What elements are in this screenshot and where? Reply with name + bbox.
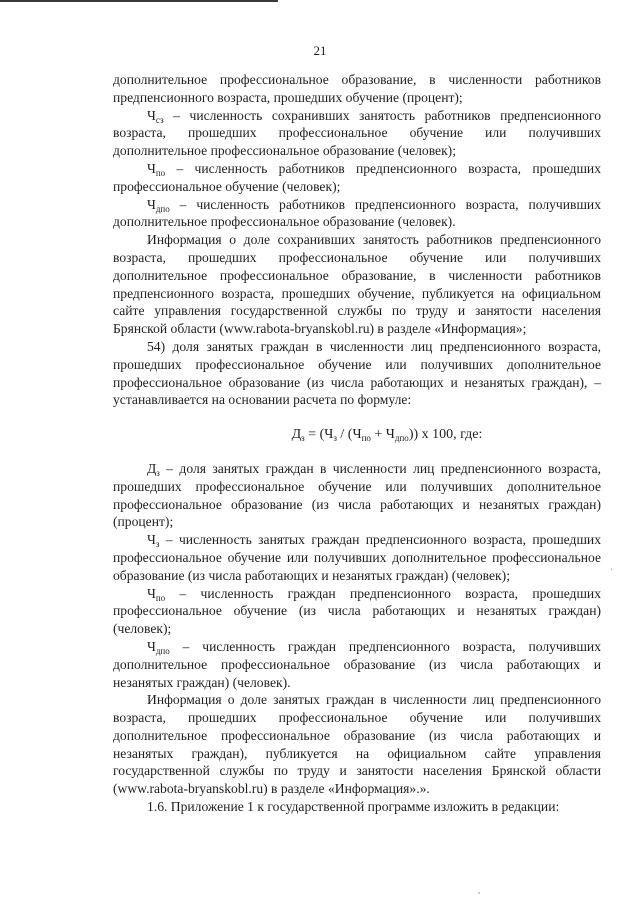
definition-chdpo — [113, 196, 601, 232]
symbol: Ч — [147, 196, 156, 212]
symbol: Ч — [147, 638, 156, 654]
definition-dz — [113, 460, 601, 531]
paragraph-item-54: 54) доля занятых граждан в численности лиц предпенсионного возраста, прошедших профессиональное обучение или получивших дополнительное профессиональное образование (из числа работающих и незанятых граждан), – устанавливается на основании расчета по формуле: — [113, 338, 601, 408]
formula-tail: )) x 100, где: — [408, 427, 483, 443]
paragraph-continuation: дополнительное профессиональное образование, в численности работников предпенсионного возраста, прошедших обучение (процент); — [113, 72, 601, 105]
definition-text: – численность граждан предпенсионного возраста, получивших дополнительное профессиональное образование (из числа работающих и незанятых граждан) (человек). — [113, 638, 601, 690]
definition-chdpo-2 — [113, 638, 601, 691]
scan-edge-rule — [0, 0, 278, 2]
page-number: 21 — [313, 43, 327, 58]
symbol-subscript: з — [155, 539, 160, 550]
symbol-subscript: по — [155, 592, 166, 603]
formula-lhs: Д — [291, 427, 302, 443]
symbol: Ч — [147, 585, 156, 601]
paragraph-info-1: Информация о доле сохранивших занятость работников предпенсионного возраста, прошедших профессиональное обучение или получивших дополнительное профессиональное образование, в численности работников предпенсионного возраста, прошедших обучение, публикуется на официальном сайте управления государственной службы по труду и занятости населения Брянской области (www.rabota-bryanskobl.ru) в разделе «Информация»; — [113, 232, 601, 337]
definition-chz — [113, 531, 601, 584]
definition-chsz — [113, 107, 601, 160]
definition-text: – численность работников предпенсионного возраста, прошедших профессиональное обучение (человек); — [113, 160, 601, 194]
symbol-subscript: з — [156, 467, 160, 478]
symbol: Д — [147, 460, 157, 476]
definition-text: – численность занятых граждан предпенсионного возраста, прошедших профессиональное обучение или получивших дополнительное профессиональное образование (из числа работающих и незанятых граждан) (человек); — [113, 532, 601, 583]
formula-b-sub: по — [361, 433, 371, 444]
symbol-subscript: сз — [155, 114, 164, 125]
symbol: Ч — [147, 107, 156, 123]
formula-c-sub: дпо — [394, 433, 409, 444]
definition-text: – численность работников предпенсионного возраста, получивших дополнительное профессиональное образование (человек). — [113, 196, 601, 230]
definition-text: – численность граждан предпенсионного возраста, прошедших профессиональное обучение (из числа работающих и незанятых граждан) (человек); — [113, 585, 601, 637]
formula — [113, 426, 601, 444]
definition-text: – численность сохранивших занятость работников предпенсионного возраста, прошедших профессиональное обучение или получивших дополнительное профессиональное образование (человек); — [113, 107, 601, 159]
formula-mid: / (Ч — [336, 427, 362, 443]
formula-plus: + Ч — [370, 427, 395, 443]
formula-a-sub: з — [333, 433, 337, 444]
symbol-subscript: по — [155, 167, 166, 178]
formula-eq: = (Ч — [304, 427, 334, 443]
document-body — [113, 71, 601, 816]
symbol: Ч — [147, 160, 156, 176]
paragraph-1-6: 1.6. Приложение 1 к государственной программе изложить в редакции: — [147, 799, 560, 815]
formula-lhs-sub: з — [301, 433, 305, 444]
scan-speck — [611, 568, 612, 571]
scan-speck — [478, 892, 480, 894]
symbol-subscript: дпо — [155, 645, 170, 656]
symbol-subscript: дпо — [155, 203, 170, 214]
definition-chpo-2 — [113, 585, 601, 638]
symbol: Ч — [147, 532, 156, 548]
paragraph-info-2: Информация о доле занятых граждан в численности лиц предпенсионного возраста, прошедших профессиональное обучение или получивших дополнительное профессиональное образование (из числа работающих и незанятых граждан), публикуется на официальном сайте управления государственной службы по труду и занятости населения Брянской области (www.rabota-bryanskobl.ru) в разделе «Информация».». — [113, 692, 601, 797]
definition-text: – доля занятых граждан в численности лиц предпенсионного возраста, прошедших профессиональное обучение или получивших дополнительное профессиональное образование (из числа работающих и незанятых граждан) (процент); — [113, 460, 601, 530]
definition-chpo — [113, 160, 601, 196]
